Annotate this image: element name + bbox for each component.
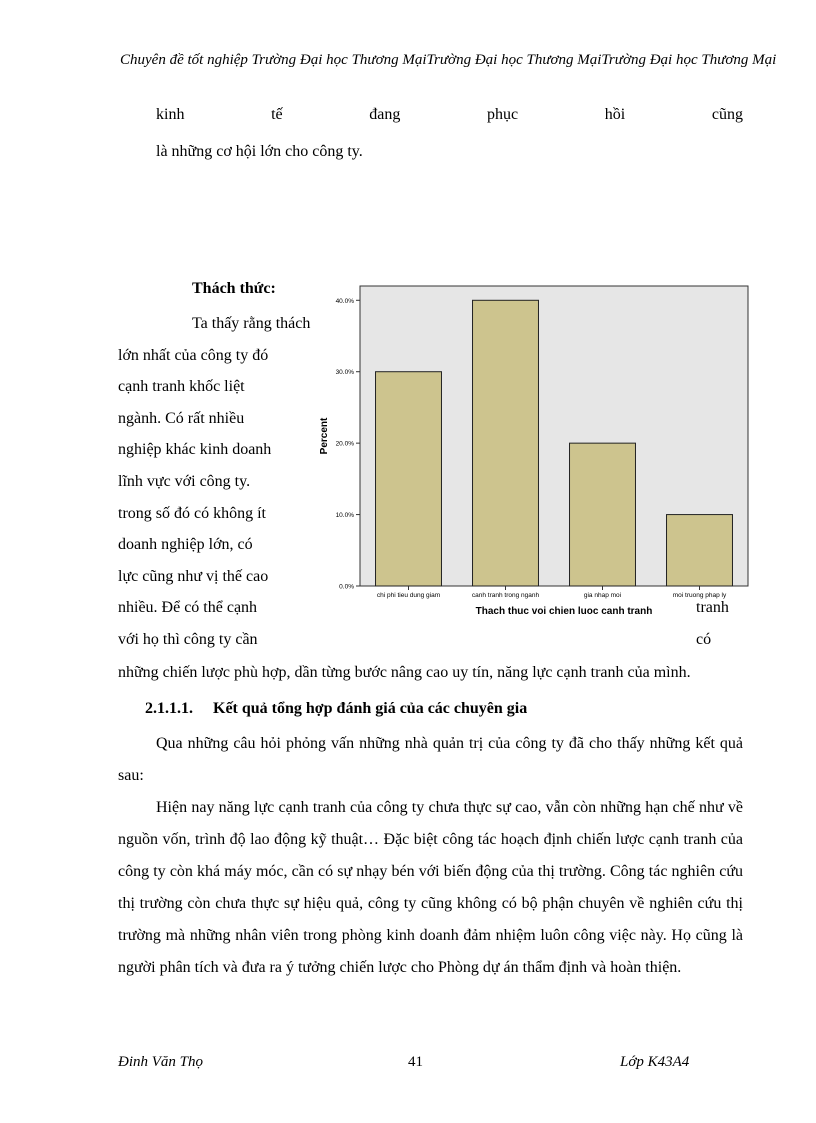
challenges-left-line: lực cũng như vị thế cao	[118, 567, 269, 585]
x-tick-label: chi phi tieu dung giam	[376, 592, 441, 599]
intro-line-1	[156, 106, 743, 124]
intro-word: đang	[369, 106, 401, 123]
y-tick-label: 0.0%	[339, 583, 354, 591]
challenges-left-line: nghiệp khác kinh doanh	[118, 441, 272, 459]
x-tick-label: canh tranh trong nganh	[471, 592, 540, 599]
challenges-left-line: Ta thấy rằng thách	[192, 315, 311, 332]
challenges-left-line: lớn nhất của công ty đó	[118, 346, 269, 364]
section-number: 2.1.1.1.	[145, 700, 193, 717]
x-tick-label: moi truong phap ly	[672, 592, 727, 599]
bar	[376, 372, 442, 586]
footer-class: Lớp K43A4	[620, 1054, 690, 1070]
page-header: Chuyên đề tốt nghiệp Trường Đại học Thương MạiTrường Đại học Thương MạiTrường Đại học Thương Mại	[120, 52, 777, 68]
challenges-right-line: tranh	[696, 599, 729, 617]
challenges-left-line: doanh nghiệp lớn, có	[118, 536, 253, 554]
y-tick-label: 40.0%	[335, 297, 354, 305]
x-tick-label: gia nhap moi	[583, 592, 622, 599]
paragraph-1	[118, 728, 743, 792]
challenges-left-line: nhiều. Để có thể cạnh	[118, 599, 258, 617]
intro-word: kinh	[156, 106, 185, 123]
y-axis-label: Percent	[319, 417, 330, 455]
paragraph-2	[118, 792, 743, 984]
intro-word: hồi	[604, 106, 626, 123]
y-tick-label: 20.0%	[335, 440, 354, 448]
challenges-closing: những chiến lược phù hợp, dần từng bước nâng cao uy tín, năng lực cạnh tranh của mình.	[118, 664, 691, 681]
paragraph-1-text: Qua những câu hỏi phỏng vấn những nhà quản trị của công ty đã cho thấy những kết quả sau:	[118, 735, 743, 784]
section-heading	[145, 700, 527, 718]
intro-line-2: là những cơ hội lớn cho công ty.	[156, 143, 363, 160]
challenges-right-line: có	[696, 631, 712, 648]
bar-chart	[310, 280, 750, 620]
bar	[570, 443, 636, 586]
challenges-left-line: lĩnh vực với công ty.	[118, 473, 251, 490]
y-tick-label: 10.0%	[335, 512, 354, 520]
challenges-heading: Thách thức:	[192, 280, 276, 297]
intro-word: phục	[487, 106, 519, 123]
bar	[473, 300, 539, 586]
challenges-left-line: trong số đó có không ít	[118, 504, 266, 522]
intro-word: cũng	[711, 106, 743, 123]
footer-page-number: 41	[408, 1054, 423, 1070]
paragraph-2-text: Hiện nay năng lực cạnh tranh của công ty chưa thực sự cao, vẫn còn những hạn chế như về nguồn vốn, trình độ lao động kỹ thuật… Đặc biệt công tác hoạch định chiến lược cạnh tranh của công ty còn khá máy móc, cần có sự nhạy bén với biến động của thị trường. Công tác nghiên cứu thị trường còn chưa thực sự hiệu quả, công ty cũng không có bộ phận chuyên về nghiên cứu thị trường mà những nhân viên trong phòng kinh doanh đảm nhiệm luôn công việc này. Họ cũng là người phân tích và đưa ra ý tưởng chiến lược cho Phòng dự án thẩm định và hoàn thiện.	[118, 799, 743, 976]
section-title: Kết quả tổng hợp đánh giá của các chuyên gia	[213, 700, 528, 717]
x-axis-label: Thach thuc voi chien luoc canh tranh	[475, 606, 653, 617]
intro-word: tế	[271, 106, 283, 123]
challenges-left-line: với họ thì công ty cần	[118, 631, 258, 648]
y-tick-label: 30.0%	[335, 369, 354, 377]
footer-author: Đinh Văn Thọ	[118, 1054, 204, 1070]
challenges-left-line: ngành. Có rất nhiều	[118, 409, 245, 427]
bar	[667, 515, 733, 586]
challenges-left-line: cạnh tranh khốc liệt	[118, 378, 245, 396]
